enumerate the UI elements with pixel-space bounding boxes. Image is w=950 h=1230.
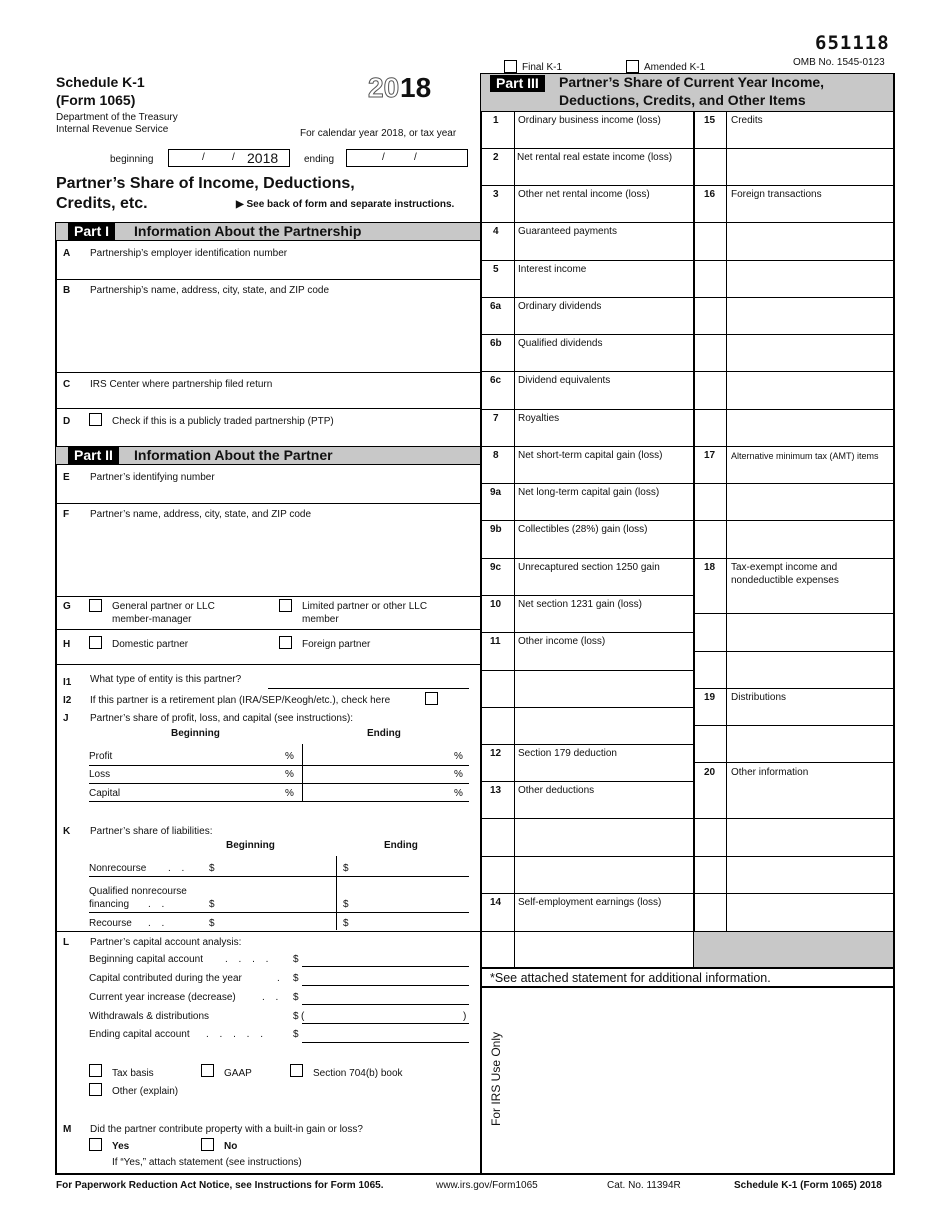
- k-qualified-label-2: financing: [89, 899, 130, 910]
- line-6a-number: 6a: [490, 301, 502, 312]
- line-14-number: 14: [490, 897, 502, 908]
- line-15-number: 15: [704, 115, 716, 126]
- general-partner-label-2: member-manager: [112, 614, 192, 625]
- k-beginning-header: Beginning: [226, 840, 275, 851]
- j-ending-header: Ending: [367, 728, 401, 739]
- tax-basis-label: Tax basis: [112, 1068, 154, 1079]
- line-2-number: 2: [493, 152, 499, 163]
- line-f-label: Partner’s name, address, city, state, and ZIP code: [90, 509, 312, 520]
- line-d-letter: D: [63, 416, 71, 427]
- final-k1-label: Final K-1: [522, 62, 563, 73]
- line-l-label: Partner’s capital account analysis:: [90, 937, 242, 948]
- line-1-label: Ordinary business income (loss): [518, 115, 661, 126]
- line-6c-label: Dividend equivalents: [518, 375, 611, 386]
- tax-year-bold: 18: [400, 72, 432, 103]
- amended-k1-checkbox[interactable]: [626, 60, 639, 73]
- l-ending-capital-label: Ending capital account: [89, 1029, 190, 1040]
- line-6c-number: 6c: [490, 375, 502, 386]
- line-m-letter: M: [63, 1124, 72, 1135]
- line-2-label: Net rental real estate income (loss): [517, 152, 673, 163]
- m-no-label: No: [224, 1141, 238, 1152]
- line-9b-label: Collectibles (28%) gain (loss): [518, 524, 648, 535]
- line-6b-label: Qualified dividends: [518, 338, 603, 349]
- line-15-label: Credits: [731, 115, 763, 126]
- line-m-label: Did the partner contribute property with a built-in gain or loss?: [90, 1124, 363, 1135]
- entity-type-field[interactable]: [268, 688, 469, 689]
- other-explain-checkbox[interactable]: [89, 1083, 102, 1096]
- line-3-number: 3: [493, 189, 499, 200]
- line-10-label: Net section 1231 gain (loss): [518, 599, 642, 610]
- line-6a-label: Ordinary dividends: [518, 301, 602, 312]
- l-beginning-capital-label: Beginning capital account: [89, 954, 203, 965]
- calendar-year-text: For calendar year 2018, or tax year: [300, 128, 457, 139]
- line-7-number: 7: [493, 413, 499, 424]
- line-16-label: Foreign transactions: [731, 189, 822, 200]
- line-e-label: Partner’s identifying number: [90, 472, 215, 483]
- footer-cat: Cat. No. 11394R: [607, 1180, 681, 1191]
- beginning-capital-field[interactable]: [302, 966, 469, 967]
- line-12-label: Section 179 deduction: [518, 748, 617, 759]
- capital-contributed-field[interactable]: [302, 985, 469, 986]
- k-qualified-label: Qualified nonrecourse: [89, 886, 187, 897]
- k-recourse-label: Recourse: [89, 918, 132, 929]
- line-f-letter: F: [63, 509, 70, 520]
- line-l-letter: L: [63, 937, 70, 948]
- nonrecourse-field[interactable]: [89, 876, 469, 877]
- line-16-number: 16: [704, 189, 716, 200]
- line-d-label: Check if this is a publicly traded partnership (PTP): [112, 416, 334, 427]
- line-5-label: Interest income: [518, 264, 587, 275]
- see-back-instructions: ▶ See back of form and separate instructions.: [236, 199, 455, 210]
- irs-use-only: For IRS Use Only: [489, 1031, 503, 1127]
- line-17-label: Alternative minimum tax (AMT) items: [731, 451, 879, 461]
- line-i2-label: If this partner is a retirement plan (IRA/SEP/Keogh/etc.), check here: [90, 695, 391, 706]
- m-yes-label: Yes: [112, 1141, 130, 1152]
- l-current-year-label: Current year increase (decrease): [89, 992, 236, 1003]
- footer-paperwork: For Paperwork Reduction Act Notice, see Instructions for Form 1065.: [56, 1180, 384, 1191]
- l-capital-contributed-label: Capital contributed during the year: [89, 973, 242, 984]
- domestic-partner-checkbox[interactable]: [89, 636, 102, 649]
- line-1-number: 1: [493, 115, 499, 126]
- m-no-checkbox[interactable]: [201, 1138, 214, 1151]
- limited-partner-label-2: member: [302, 614, 339, 625]
- part1-label: Part I: [68, 223, 115, 240]
- withdrawals-field[interactable]: [302, 1023, 469, 1024]
- main-title-line2: Credits, etc.: [56, 195, 148, 212]
- beginning-date-field[interactable]: / / 2018: [168, 149, 290, 167]
- line-9c-label: Unrecaptured section 1250 gain: [518, 562, 660, 573]
- bottom-border: [55, 1173, 895, 1175]
- tax-basis-checkbox[interactable]: [89, 1064, 102, 1077]
- line-5-number: 5: [493, 264, 499, 275]
- line-b-letter: B: [63, 285, 71, 296]
- irs-name: Internal Revenue Service: [56, 124, 169, 135]
- ending-label: ending: [304, 154, 335, 165]
- line-9a-label: Net long-term capital gain (loss): [518, 487, 660, 498]
- line-a-label: Partnership’s employer identification number: [90, 248, 288, 259]
- line-g-letter: G: [63, 601, 71, 612]
- current-year-increase-field[interactable]: [302, 1004, 469, 1005]
- j-profit-label: Profit: [89, 751, 113, 762]
- line-20-label: Other information: [731, 767, 809, 778]
- final-k1-checkbox[interactable]: [504, 60, 517, 73]
- ending-date-field[interactable]: / /: [346, 149, 468, 167]
- part1-title: Information About the Partnership: [134, 223, 362, 239]
- center-divider: [480, 73, 482, 1174]
- line-19-label: Distributions: [731, 692, 787, 703]
- line-11-number: 11: [490, 636, 501, 647]
- line-i2-letter: I2: [63, 695, 72, 706]
- line-18-number: 18: [704, 562, 716, 573]
- line-6b-number: 6b: [490, 338, 502, 349]
- department: Department of the Treasury: [56, 112, 178, 123]
- right-border: [893, 73, 895, 1174]
- line-4-label: Guaranteed payments: [518, 226, 617, 237]
- line-b-label: Partnership’s name, address, city, state, and ZIP code: [90, 285, 330, 296]
- part2-title: Information About the Partner: [134, 447, 333, 463]
- j-capital-label: Capital: [89, 788, 121, 799]
- ptp-checkbox[interactable]: [89, 413, 102, 426]
- j-loss-label: Loss: [89, 769, 111, 780]
- line-12-number: 12: [490, 748, 502, 759]
- k-nonrecourse-label: Nonrecourse: [89, 863, 147, 874]
- line-17-number: 17: [704, 450, 716, 461]
- line-8-number: 8: [493, 450, 499, 461]
- line-18-label-2: nondeductible expenses: [731, 575, 839, 586]
- main-title-line1: Partner’s Share of Income, Deductions,: [56, 175, 355, 192]
- section-704b-label: Section 704(b) book: [313, 1068, 403, 1079]
- line-20-number: 20: [704, 767, 716, 778]
- k-ending-header: Ending: [384, 840, 418, 851]
- line-7-label: Royalties: [518, 413, 560, 424]
- m-yes-checkbox[interactable]: [89, 1138, 102, 1151]
- line-a-letter: A: [63, 248, 71, 259]
- domestic-partner-label: Domestic partner: [112, 639, 189, 650]
- loss-field[interactable]: [89, 783, 469, 784]
- grey-cell: [694, 932, 893, 968]
- line-9c-number: 9c: [490, 562, 502, 573]
- part2-label: Part II: [68, 447, 119, 464]
- line-8-label: Net short-term capital gain (loss): [518, 450, 663, 461]
- beginning-label: beginning: [110, 154, 154, 165]
- line-10-number: 10: [490, 599, 502, 610]
- footer-url: www.irs.gov/Form1065: [436, 1180, 538, 1191]
- line-19-number: 19: [704, 692, 716, 703]
- capital-field[interactable]: [89, 801, 469, 802]
- line-h-letter: H: [63, 639, 71, 650]
- line-9b-number: 9b: [490, 524, 502, 535]
- part3-title-line2: Deductions, Credits, and Other Items: [559, 92, 806, 108]
- omb-number: OMB No. 1545-0123: [793, 57, 885, 68]
- line-j-label: Partner’s share of profit, loss, and capital (see instructions):: [90, 713, 354, 724]
- attached-statement-note: *See attached statement for additional information.: [490, 971, 771, 985]
- line-18-label: Tax-exempt income and: [731, 562, 838, 573]
- j-beginning-header: Beginning: [171, 728, 220, 739]
- line-13-number: 13: [490, 785, 502, 796]
- line-c-label: IRS Center where partnership filed return: [90, 379, 273, 390]
- retirement-plan-checkbox[interactable]: [425, 692, 438, 705]
- form-title: (Form 1065): [56, 92, 136, 108]
- general-partner-checkbox[interactable]: [89, 599, 102, 612]
- footer-form: Schedule K-1 (Form 1065) 2018: [734, 1180, 882, 1191]
- line-11-label: Other income (loss): [518, 636, 606, 647]
- tax-year-outline: 20: [368, 72, 400, 103]
- l-withdrawals-label: Withdrawals & distributions: [89, 1011, 210, 1022]
- limited-partner-checkbox[interactable]: [279, 599, 292, 612]
- foreign-partner-label: Foreign partner: [302, 639, 371, 650]
- line-k-letter: K: [63, 826, 71, 837]
- limited-partner-label: Limited partner or other LLC: [302, 601, 428, 612]
- other-explain-label: Other (explain): [112, 1086, 179, 1097]
- line-13-label: Other deductions: [518, 785, 595, 796]
- line-14-label: Self-employment earnings (loss): [518, 897, 662, 908]
- line-j-letter: J: [63, 713, 69, 724]
- foreign-partner-checkbox[interactable]: [279, 636, 292, 649]
- general-partner-label: General partner or LLC: [112, 601, 215, 612]
- line-e-letter: E: [63, 472, 70, 483]
- gaap-checkbox[interactable]: [201, 1064, 214, 1077]
- part3-label: Part III: [490, 75, 545, 92]
- left-border: [55, 222, 57, 1174]
- qualified-nonrecourse-field[interactable]: [89, 912, 469, 913]
- line-c-letter: C: [63, 379, 71, 390]
- amended-k1-label: Amended K-1: [644, 62, 706, 73]
- part3-title-line1: Partner’s Share of Current Year Income,: [559, 74, 825, 90]
- section-704b-checkbox[interactable]: [290, 1064, 303, 1077]
- line-i1-letter: I1: [63, 677, 72, 688]
- profit-field[interactable]: [89, 765, 469, 766]
- schedule-title: Schedule K-1: [56, 74, 145, 90]
- gaap-label: GAAP: [224, 1068, 252, 1079]
- line-k-label: Partner’s share of liabilities:: [90, 826, 213, 837]
- line-i1-label: What type of entity is this partner?: [90, 674, 242, 685]
- ending-capital-field[interactable]: [302, 1042, 469, 1043]
- m-note: If “Yes,” attach statement (see instructions): [112, 1157, 302, 1168]
- form-code: 651118: [815, 32, 890, 54]
- line-9a-number: 9a: [490, 487, 502, 498]
- line-3-label: Other net rental income (loss): [518, 189, 650, 200]
- line-4-number: 4: [493, 226, 499, 237]
